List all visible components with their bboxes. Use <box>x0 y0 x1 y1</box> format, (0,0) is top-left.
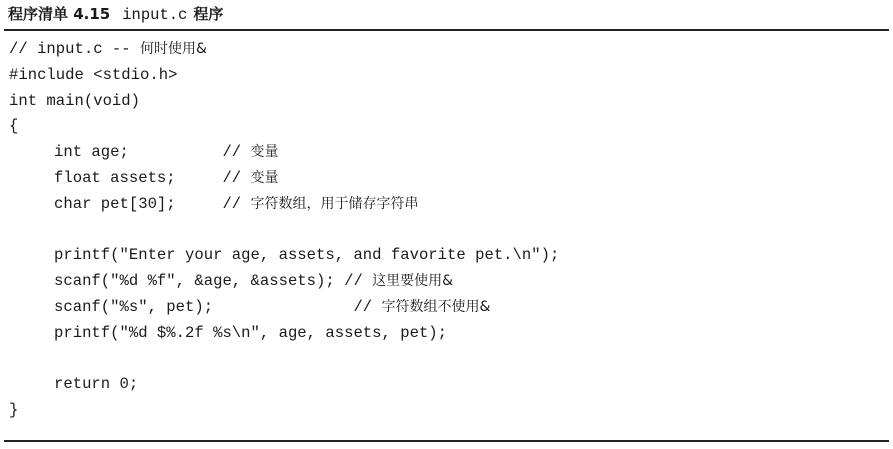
code-text: char pet[30]; // <box>54 194 251 213</box>
code-line-8 <box>9 218 559 244</box>
code-comment-cn: 这里要使用& <box>372 273 454 290</box>
code-line-1 <box>9 37 559 63</box>
code-line-3 <box>9 89 559 115</box>
code-line-4 <box>9 114 559 140</box>
listing-caption <box>8 3 223 25</box>
bottom-rule <box>4 440 889 442</box>
code-text: printf("Enter your age, assets, and favorite pet.\n"); <box>54 246 560 265</box>
code-comment-cn: 字符数组不使用& <box>381 298 491 315</box>
code-line-11 <box>9 295 559 321</box>
code-line-6 <box>9 166 559 192</box>
code-text: int main(void) <box>9 91 141 110</box>
code-comment-cn: 字符数组，用于储存字符串 <box>250 195 419 212</box>
code-line-13 <box>9 347 559 373</box>
code-text: { <box>9 117 19 136</box>
code-line-14 <box>9 372 559 398</box>
code-comment-cn: 变量 <box>250 169 279 186</box>
listing-label: 程序清单 4.15 <box>8 5 111 23</box>
code-line-2 <box>9 63 559 89</box>
code-text: } <box>9 401 19 420</box>
code-comment-cn: 变量 <box>250 144 279 161</box>
code-text: scanf("%d %f", &age, &assets); // <box>54 272 373 291</box>
code-block <box>9 37 559 424</box>
code-line-7 <box>9 192 559 218</box>
code-text: int age; // <box>54 143 251 162</box>
code-line-12 <box>9 321 559 347</box>
code-text: scanf("%s", pet); // <box>54 297 382 316</box>
listing-suffix: 程序 <box>193 5 224 23</box>
code-text: float assets; // <box>54 168 251 187</box>
code-text: printf("%d $%.2f %s\n", age, assets, pet); <box>54 323 448 342</box>
code-text: // input.c -- <box>9 40 141 58</box>
code-text: return 0; <box>54 375 139 394</box>
code-line-5 <box>9 140 559 166</box>
code-text: #include <stdio.h> <box>9 65 178 84</box>
code-line-10 <box>9 269 559 295</box>
listing-filename: input.c <box>122 6 188 24</box>
top-rule <box>4 29 889 31</box>
code-line-15 <box>9 398 559 424</box>
code-line-9 <box>9 243 559 269</box>
code-comment-cn: 何时使用& <box>140 41 207 57</box>
